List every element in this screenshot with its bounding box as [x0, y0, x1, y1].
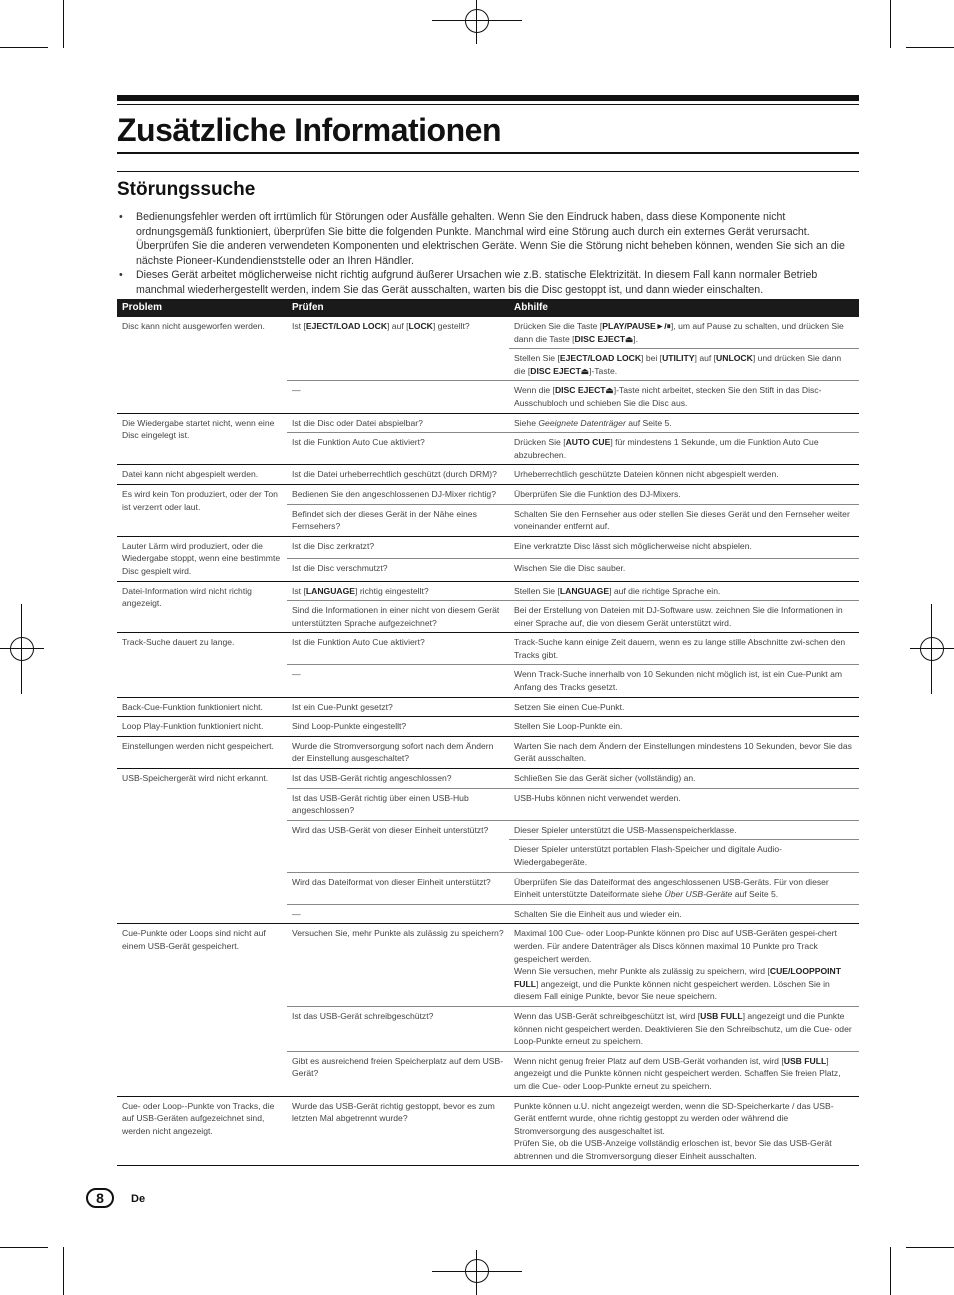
crop-mark — [890, 0, 891, 48]
check-cell: — — [287, 381, 509, 413]
remedy-cell: Setzen Sie einen Cue-Punkt. — [509, 697, 859, 717]
check-cell: Ist das USB-Gerät schreibgeschützt? — [287, 1006, 509, 1051]
check-cell: Wird das Dateiformat von dieser Einheit unterstützt? — [287, 872, 509, 904]
problem-cell: Back-Cue-Funktion funktioniert nicht. — [117, 697, 287, 717]
check-cell: Ist die Datei urheberrechtlich geschützt (durch DRM)? — [287, 465, 509, 485]
remedy-cell: Wenn die [DISC EJECT⏏]-Taste nicht arbeitet, stecken Sie den Stift in das Disc-Ausschubloch und schieben Sie die Disc aus. — [509, 381, 859, 413]
remedy-cell: Schalten Sie die Einheit aus und wieder ein. — [509, 904, 859, 924]
remedy-cell: Urheberrechtlich geschützte Dateien können nicht abgespielt werden. — [509, 465, 859, 485]
problem-cell: Track-Suche dauert zu lange. — [117, 633, 287, 697]
problem-cell: Lauter Lärm wird produziert, oder die Wiedergabe stoppt, wenn eine bestimmte Disc gespielt wird. — [117, 536, 287, 581]
check-cell: Sind Loop-Punkte eingestellt? — [287, 717, 509, 737]
check-cell: Befindet sich der dieses Gerät in der Nähe eines Fernsehers? — [287, 504, 509, 536]
remedy-cell: Überprüfen Sie das Dateiformat des angeschlossenen USB-Geräts. Für von dieser Einheit unterstützte Dateiformate siehe Über USB-Geräte auf Seite 5. — [509, 872, 859, 904]
remedy-cell: Wenn Track-Suche innerhalb von 10 Sekunden nicht möglich ist, ist ein Cue-Punkt am Anfang des Tracks gesetzt. — [509, 665, 859, 697]
remedy-cell: Schließen Sie das Gerät sicher (vollständig) an. — [509, 769, 859, 789]
check-cell: — — [287, 665, 509, 697]
troubleshooting-table — [117, 299, 859, 1166]
table-row — [117, 581, 859, 601]
check-cell: Ist die Funktion Auto Cue aktiviert? — [287, 433, 509, 465]
problem-cell: Datei-Information wird nicht richtig angezeigt. — [117, 581, 287, 633]
check-cell: Ist ein Cue-Punkt gesetzt? — [287, 697, 509, 717]
table-row — [117, 413, 859, 433]
table-row — [117, 1096, 859, 1166]
table-header-row — [117, 299, 859, 317]
crop-mark — [63, 0, 64, 48]
check-cell: — — [287, 904, 509, 924]
problem-cell: USB-Speichergerät wird nicht erkannt. — [117, 769, 287, 924]
crop-mark — [890, 1247, 891, 1295]
remedy-cell: Siehe Geeignete Datenträger auf Seite 5. — [509, 413, 859, 433]
intro-bullets — [117, 210, 859, 297]
check-cell: Ist die Disc oder Datei abspielbar? — [287, 413, 509, 433]
remedy-cell: Wenn das USB-Gerät schreibgeschützt ist, wird [USB FULL] angezeigt und die Punkte können nicht gespeichert werden. Deaktivieren Sie den Schreibschutz, um die Cue- oder Loop-Punkte erneut zu speichern. — [509, 1006, 859, 1051]
table-row — [117, 484, 859, 504]
remedy-cell: Punkte können u.U. nicht angezeigt werden, wenn die SD-Speicherkarte / das USB-Gerät entfernt wurde, ohne richtig gestoppt zu werden oder während die Stromversorgung des ausgeschaltet ist. Prüfen Sie, ob die USB-Anzeige vollständig erloschen ist, bevor Sie das USB-Gerät abtrennen und die Stromversorgung dieser Einheit ausschalten. — [509, 1096, 859, 1166]
remedy-cell: Stellen Sie [EJECT/LOAD LOCK] bei [UTILITY] auf [UNLOCK] und drücken Sie dann die [DISC EJECT⏏]-Taste. — [509, 349, 859, 381]
registration-circle — [465, 1259, 489, 1283]
column-header-remedy: Abhilfe — [509, 299, 859, 317]
bullet-item: • Bedienungsfehler werden oft irrtümlich für Störungen oder Ausfälle gehalten. Wenn Sie den Eindruck haben, dass diese Komponente nicht ordnungsgemäß funktioniert, überprüfen Sie bitte die folgenden Punkte. Manchmal wird eine Störung auch durch ein externes Gerät verursacht. Überprüfen Sie die anderen verwendeten Komponenten und elektrischen Geräte. Wenn Sie die Störung nicht beheben können, wenden Sie sich an die nächste Pioneer-Kundendienststelle oder an Ihren Händler. — [117, 210, 859, 268]
check-cell: Wird das USB-Gerät von dieser Einheit unterstützt? — [287, 820, 509, 872]
remedy-cell: Wenn nicht genug freier Platz auf dem USB-Gerät vorhanden ist, wird [USB FULL] angezeigt und die Punkte können nicht gespeichert werden. Schaffen Sie freien Platz, um die Cue- oder Loop-Punkte erneut zu speichern. — [509, 1051, 859, 1096]
remedy-cell: Maximal 100 Cue- oder Loop-Punkte können pro Disc auf USB-Geräten gespei-chert werden. Für andere Datenträger als Discs können maximal 10 Punkte pro Track gespeichert werden. Wenn Sie versuchen, mehr Punkte als zulässig zu speichern, wird [CUE/LOOPPOINT FULL] angezeigt, und die Punkte können nicht gespeichert werden. Löschen Sie in diesem Fall einige Punkte, bevor Sie neue speichern. — [509, 924, 859, 1007]
check-cell: Versuchen Sie, mehr Punkte als zulässig zu speichern? — [287, 924, 509, 1007]
check-cell: Wurde die Stromversorgung sofort nach dem Ändern der Einstellung ausgeschaltet? — [287, 736, 509, 768]
check-cell: Ist [LANGUAGE] richtig eingestellt? — [287, 581, 509, 601]
check-cell: Gibt es ausreichend freien Speicherplatz auf dem USB-Gerät? — [287, 1051, 509, 1096]
problem-cell: Cue- oder Loop--Punkte von Tracks, die auf USB-Geräten aufgezeichnet sind, werden nicht angezeigt. — [117, 1096, 287, 1166]
remedy-cell: Dieser Spieler unterstützt portablen Flash-Speicher und digitale Audio-Wiedergabegeräte. — [509, 840, 859, 872]
check-cell: Sind die Informationen in einer nicht von diesem Gerät unterstützten Sprache aufgezeichnet? — [287, 601, 509, 633]
table-row — [117, 317, 859, 349]
remedy-cell: Bei der Erstellung von Dateien mit DJ-Software usw. zeichnen Sie die Informationen in einer Sprache auf, die von diesem Gerät unterstützt wird. — [509, 601, 859, 633]
title-underline — [117, 152, 859, 154]
remedy-cell: Eine verkratzte Disc lässt sich möglicherweise nicht abspielen. — [509, 536, 859, 558]
remedy-cell: USB-Hubs können nicht verwendet werden. — [509, 788, 859, 820]
section-rule — [117, 171, 859, 172]
remedy-cell: Stellen Sie [LANGUAGE] auf die richtige Sprache ein. — [509, 581, 859, 601]
check-cell: Ist [EJECT/LOAD LOCK] auf [LOCK] gestellt? — [287, 317, 509, 381]
remedy-cell: Dieser Spieler unterstützt die USB-Massenspeicherklasse. — [509, 820, 859, 840]
crop-mark — [0, 1247, 48, 1248]
check-cell: Ist das USB-Gerät richtig über einen USB-Hub angeschlossen? — [287, 788, 509, 820]
problem-cell: Die Wiedergabe startet nicht, wenn eine Disc eingelegt ist. — [117, 413, 287, 465]
problem-cell: Loop Play-Funktion funktioniert nicht. — [117, 717, 287, 737]
section-title: Störungssuche — [117, 179, 256, 200]
bullet-item: • Dieses Gerät arbeitet möglicherweise nicht richtig aufgrund äußerer Ursachen wie z.B. statische Elektrizität. In diesem Fall kann normaler Betrieb manchmal wiederhergestellt werden, indem Sie das Gerät ausschalten, warten bis die Disc gestoppt ist, und dann wieder einschalten. — [117, 268, 859, 297]
table-row — [117, 465, 859, 485]
check-cell: Ist die Disc verschmutzt? — [287, 559, 509, 581]
registration-circle — [920, 637, 944, 661]
page-title: Zusätzliche Informationen — [117, 112, 501, 148]
problem-cell: Cue-Punkte oder Loops sind nicht auf einem USB-Gerät gespeichert. — [117, 924, 287, 1096]
problem-cell: Datei kann nicht abgespielt werden. — [117, 465, 287, 485]
crop-mark — [906, 1247, 954, 1248]
problem-cell: Einstellungen werden nicht gespeichert. — [117, 736, 287, 768]
check-cell: Wurde das USB-Gerät richtig gestoppt, bevor es zum letzten Mal abgetrennt wurde? — [287, 1096, 509, 1166]
table-row — [117, 633, 859, 665]
table-row — [117, 924, 859, 1007]
check-cell: Bedienen Sie den angeschlossenen DJ-Mixer richtig? — [287, 484, 509, 504]
crop-mark — [0, 47, 48, 48]
crop-mark — [63, 1247, 64, 1295]
remedy-cell: Schalten Sie den Fernseher aus oder stellen Sie dieses Gerät und den Fernseher weiter voneinander entfernt auf. — [509, 504, 859, 536]
column-header-check: Prüfen — [287, 299, 509, 317]
remedy-cell: Warten Sie nach dem Ändern der Einstellungen mindestens 10 Sekunden, bevor Sie das Gerät ausschalten. — [509, 736, 859, 768]
table-row — [117, 736, 859, 768]
problem-cell: Disc kann nicht ausgeworfen werden. — [117, 317, 287, 413]
table-row — [117, 769, 859, 789]
check-cell: Ist die Funktion Auto Cue aktiviert? — [287, 633, 509, 665]
page-number: 8 — [86, 1188, 114, 1208]
problem-cell: Es wird kein Ton produziert, oder der Ton ist verzerrt oder laut. — [117, 484, 287, 536]
remedy-cell: Drücken Sie die Taste [PLAY/PAUSE►/⏸], um auf Pause zu schalten, und drücken Sie dann die Taste [DISC EJECT⏏]. — [509, 317, 859, 349]
remedy-cell: Wischen Sie die Disc sauber. — [509, 559, 859, 581]
remedy-cell: Stellen Sie Loop-Punkte ein. — [509, 717, 859, 737]
check-cell: Ist die Disc zerkratzt? — [287, 536, 509, 558]
registration-circle — [465, 9, 489, 33]
page-language: De — [131, 1193, 146, 1205]
registration-circle — [10, 637, 34, 661]
remedy-cell: Überprüfen Sie die Funktion des DJ-Mixers. — [509, 484, 859, 504]
remedy-cell: Drücken Sie [AUTO CUE] für mindestens 1 Sekunde, um die Funktion Auto Cue abzubrechen. — [509, 433, 859, 465]
table-row — [117, 536, 859, 558]
table-row — [117, 697, 859, 717]
title-rule — [117, 95, 859, 101]
column-header-problem: Problem — [117, 299, 287, 317]
crop-mark — [906, 47, 954, 48]
remedy-cell: Track-Suche kann einige Zeit dauern, wenn es zu lange stille Abschnitte zwi-schen den Tracks gibt. — [509, 633, 859, 665]
table-row — [117, 717, 859, 737]
title-rule-thin — [117, 104, 859, 105]
check-cell: Ist das USB-Gerät richtig angeschlossen? — [287, 769, 509, 789]
